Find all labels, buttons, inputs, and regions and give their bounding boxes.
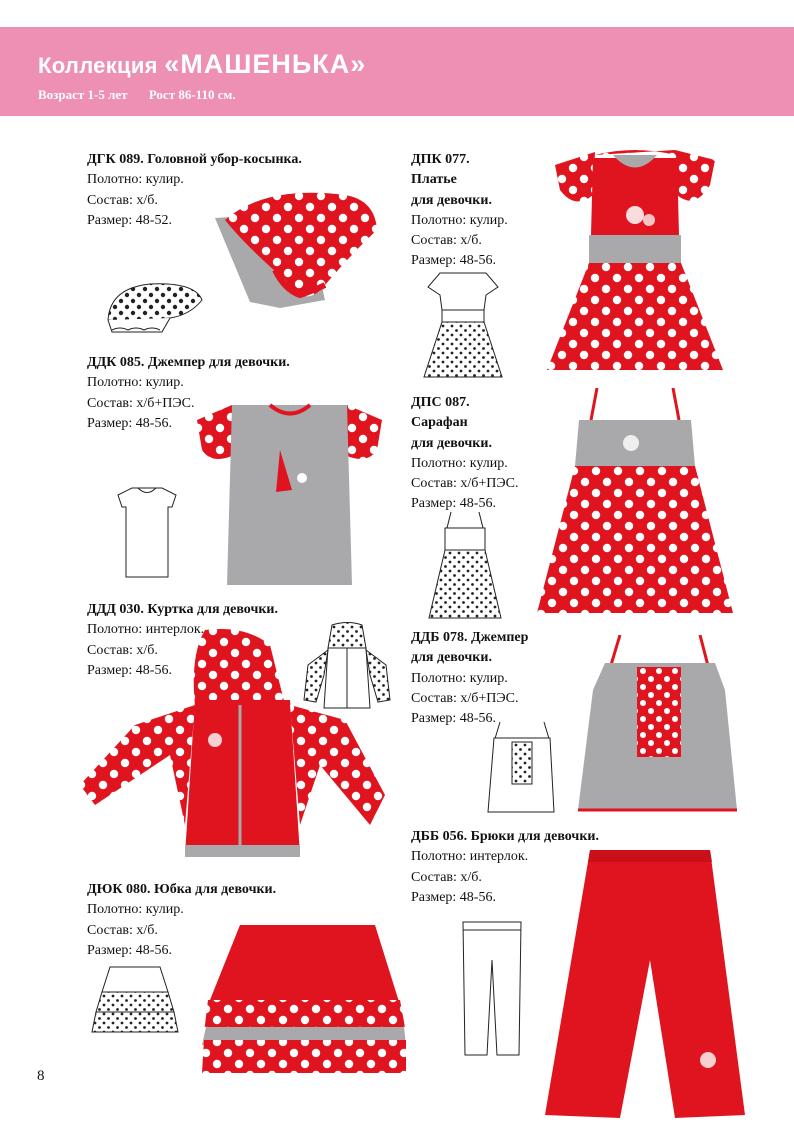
collection-title <box>38 49 366 80</box>
item-name: ДББ 056. Брюки для девочки. <box>411 829 599 844</box>
item-fabric: Полотно: кулир. <box>411 455 508 471</box>
dress-photo <box>545 140 725 375</box>
sundress-photo <box>535 388 735 618</box>
item-size: Размер: 48-56. <box>87 942 172 958</box>
item-name: ДДК 085. Джемпер для девочки. <box>87 355 290 370</box>
item-dps087-description <box>411 393 519 515</box>
headscarf-photo <box>205 190 380 315</box>
item-size: Размер: 48-56. <box>411 711 496 727</box>
skirt-sketch <box>88 962 183 1037</box>
jacket-sketch <box>300 620 395 715</box>
item-name-cont: для девочки. <box>411 650 492 666</box>
item-dpk077-description <box>411 150 508 272</box>
item-fabric: Полотно: кулир. <box>87 375 184 391</box>
item-name: Платье <box>411 172 457 188</box>
item-composition: Состав: х/б+ПЭС. <box>87 395 195 411</box>
collection-title-prefix: Коллекция <box>38 53 158 78</box>
item-name: ДЮК 080. Юбка для девочки. <box>87 882 277 897</box>
item-name-cont: для девочки. <box>411 192 492 208</box>
item-fabric: Полотно: кулир. <box>411 670 508 686</box>
item-fabric: Полотно: кулир. <box>411 212 508 228</box>
item-size: Размер: 48-56. <box>87 415 172 431</box>
collection-header <box>0 27 794 116</box>
collection-subtitle <box>38 87 254 103</box>
item-size: Размер: 48-56. <box>87 662 172 678</box>
item-composition: Состав: х/б+ПЭС. <box>411 476 519 492</box>
height-range: Рост 86-110 см. <box>148 87 236 102</box>
skirt-photo <box>200 915 410 1085</box>
jumper-photo <box>192 400 387 590</box>
item-size: Размер: 48-52. <box>87 212 172 228</box>
top-sketch <box>482 720 562 815</box>
item-name: ДДБ 078. Джемпер <box>411 630 529 645</box>
item-fabric: Полотно: кулир. <box>87 902 184 918</box>
item-fabric: Полотно: интерлок. <box>411 849 529 865</box>
sundress-sketch <box>425 510 505 625</box>
item-code: ДПК 077. <box>411 152 470 167</box>
item-size: Размер: 48-56. <box>411 496 496 512</box>
item-size: Размер: 48-56. <box>411 889 496 905</box>
item-composition: Состав: х/б. <box>87 192 158 208</box>
item-composition: Состав: х/б. <box>87 642 158 658</box>
item-fabric: Полотно: кулир. <box>87 172 184 188</box>
age-range: Возраст 1-5 лет <box>38 87 128 102</box>
jumper-sketch <box>110 485 185 585</box>
page-number: 8 <box>37 1068 45 1084</box>
item-ddb078-description <box>411 628 528 729</box>
item-code: ДПС 087. <box>411 395 470 410</box>
headscarf-sketch <box>100 280 210 340</box>
item-composition: Состав: х/б. <box>87 922 158 938</box>
item-name: ДДД 030. Куртка для девочки. <box>87 602 278 617</box>
item-composition: Состав: х/б. <box>411 869 482 885</box>
collection-brand: «МАШЕНЬКА» <box>164 49 367 79</box>
pants-sketch <box>455 920 530 1060</box>
pants-photo <box>540 850 750 1120</box>
item-fabric: Полотно: интерлок. <box>87 622 205 638</box>
item-name-cont: для девочки. <box>411 435 492 451</box>
item-composition: Состав: х/б+ПЭС. <box>411 690 519 706</box>
item-size: Размер: 48-56. <box>411 253 496 269</box>
dress-sketch <box>418 265 508 385</box>
item-name: ДГК 089. Головной убор-косынка. <box>87 152 302 167</box>
item-composition: Состав: х/б. <box>411 233 482 249</box>
top-photo <box>575 635 740 815</box>
item-name: Сарафан <box>411 415 468 431</box>
